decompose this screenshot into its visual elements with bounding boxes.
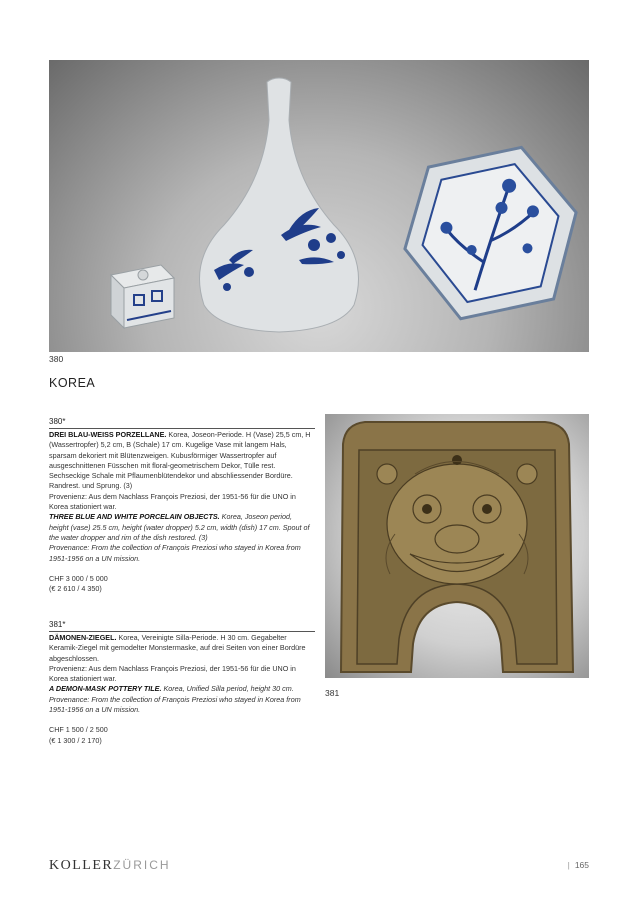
tile-illustration — [325, 414, 589, 678]
lot-380-provenance-de: Provenienz: Aus dem Nachlass François Preziosi, der 1951-56 für die UNO in Korea stationiert war. — [49, 491, 296, 512]
lot-380-photo — [49, 60, 589, 352]
lot-380-number: 380* — [49, 417, 66, 426]
lot-381-desc-de: Korea, Vereinigte Silla-Periode. H 30 cm. Gegabelter Keramik-Ziegel mit gemodelter Monstermaske, auf drei Seiten von einer Bordüre abgeschlossen. — [49, 633, 306, 663]
lot-381-divider — [49, 631, 315, 632]
lot-380-estimate-eur: (€ 2 610 / 4 350) — [49, 584, 102, 594]
lot-380-description — [49, 430, 313, 594]
lot-380-estimate-chf: CHF 3 000 / 5 000 — [49, 573, 108, 583]
lot-380-title-en: THREE BLUE AND WHITE PORCELAIN OBJECTS. — [49, 512, 220, 522]
page-number — [568, 860, 589, 870]
lot-380-desc-de: Korea, Joseon-Periode. H (Vase) 25,5 cm, H (Wassertropfer) 5,2 cm, B (Schale) 17 cm. Kugelige Vase mit langem Hals, sparsam dekoriert mit Blütenzweigen. Kubusförmiger Wassertropfer auf ausgeschnittenen Füsschen mit floral-geometrischem Dekor, Tülle rest. Sechseckige Schale mit Pflaumenblütendekor und abschliessender Bordüre. Randrest. und Sprung. (3) — [49, 430, 311, 491]
lot-380-divider — [49, 428, 315, 429]
lot-381-estimate-eur: (€ 1 300 / 2 170) — [49, 735, 102, 745]
section-title: KOREA — [49, 376, 96, 390]
lot-381-title-en: A DEMON-MASK POTTERY TILE. — [49, 684, 162, 694]
brand-city: ZÜRICH — [113, 858, 171, 872]
lot-381-description — [49, 633, 313, 746]
page-number-value: 165 — [574, 860, 589, 870]
lot-381-provenance-en: Provenance: From the collection of François Preziosi who stayed in Korea from 1951-1956 on a UN mission. — [49, 694, 301, 715]
plate-caption-380: 380 — [49, 354, 64, 364]
lot-380-desc-en: Korea, Joseon period, height (vase) 25.5 cm, height (water dropper) 5.2 cm, width (dish) 17 cm. Spout of the water dropper and rim of the dish restored. (3) — [49, 512, 310, 542]
lot-381-title-de: DÄMONEN-ZIEGEL. — [49, 633, 117, 642]
porcelain-illustration — [49, 60, 589, 352]
plate-caption-381: 381 — [325, 688, 340, 698]
lot-380-provenance-en: Provenance: From the collection of François Preziosi who stayed in Korea from 1951-1956 on a UN mission. — [49, 543, 301, 563]
lot-381-provenance-de: Provenienz: Aus dem Nachlass François Preziosi, der 1951-56 für die UNO in Korea stationiert war. — [49, 663, 296, 684]
brand-name: KOLLER — [49, 858, 114, 873]
lot-381-photo — [325, 414, 589, 678]
koller-logo — [49, 858, 171, 874]
page-number-separator: | — [567, 860, 570, 870]
lot-381-desc-en: Korea, Unified Silla period, height 30 cm. — [163, 684, 294, 694]
lot-380-title-de: DREI BLAU-WEISS PORZELLANE. — [49, 430, 167, 439]
lot-381-number: 381* — [49, 620, 66, 629]
lot-381-estimate-chf: CHF 1 500 / 2 500 — [49, 725, 108, 735]
